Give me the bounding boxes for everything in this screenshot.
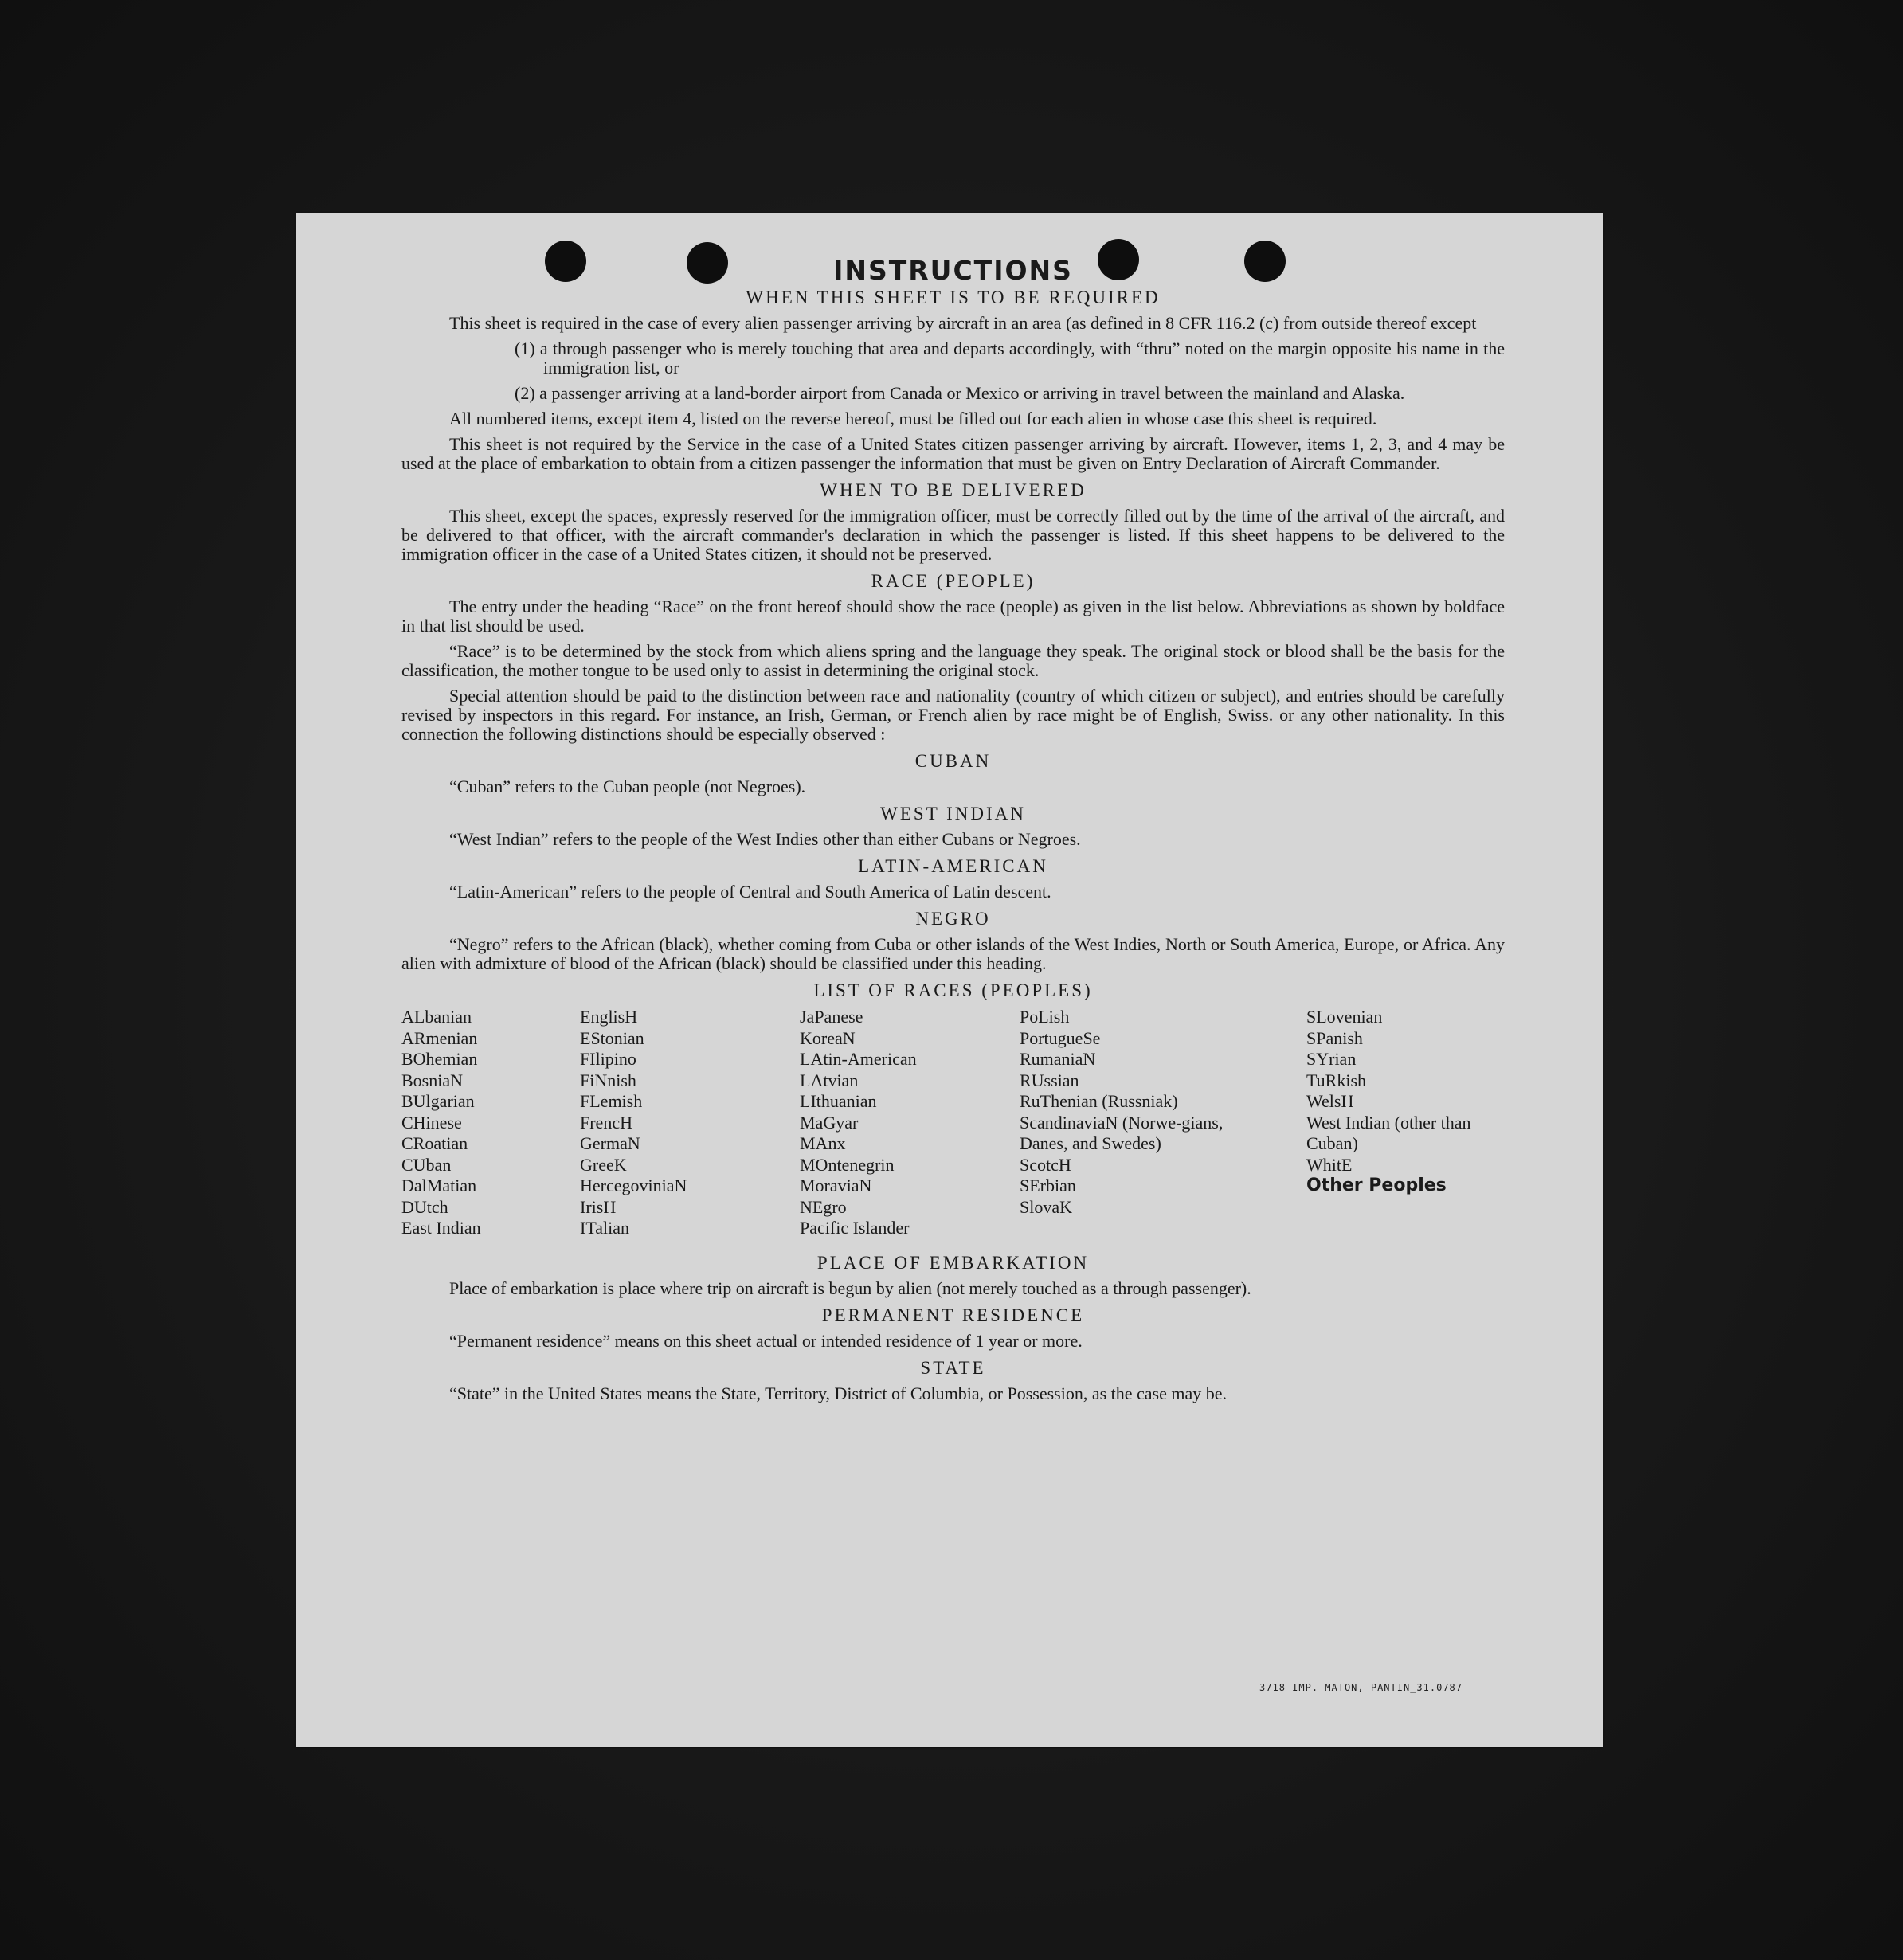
race-list [401,1007,1505,1246]
race-entry: MaGyar [800,1112,859,1133]
race-entry: GreeK [580,1154,627,1175]
race-column [1020,1007,1259,1218]
race-entry: MoraviaN [800,1176,872,1195]
heading-permanent-residence: PERMANENT RESIDENCE [821,1305,1085,1325]
race-entry: TuRkish [1306,1070,1367,1090]
definition: “Latin-American” refers to the people of Central and South America of Latin descent. [449,882,1051,902]
race-entry: BOhemian [401,1049,478,1069]
heading-when-required: WHEN THIS SHEET IS TO BE REQUIRED [746,288,1161,307]
instruction-sheet [296,213,1603,1747]
race-entry: RumaniaN [1020,1049,1096,1069]
race-entry: West Indian (other than Cuban) [1306,1112,1471,1153]
paragraph: This sheet is not required by the Service in the case of a United States citizen passenger arriving by aircraft. However, items 1, 2, 3, and 4 may be used at the place of embarkation to obtain from a citizen passenger the information that must be given on Entry Declaration of Aircraft Commander. [401,434,1505,473]
paragraph: All numbered items, except item 4, listed on the reverse hereof, must be filled out for each alien in whose case this sheet is required. [449,409,1377,428]
heading-west-indian: WEST INDIAN [880,804,1026,824]
race-entry: GermaN [580,1133,640,1153]
race-column [1306,1007,1506,1197]
race-entry: ScandinaviaN (Norwe-gians, Danes, and Swedes) [1020,1112,1224,1153]
race-entry: MAnx [800,1133,846,1153]
paragraph: This sheet is required in the case of every alien passenger arriving by aircraft in an area (as defined in 8 CFR 116.2 (c) from outside thereof except [449,313,1477,333]
race-entry: East Indian [401,1218,481,1238]
race-entry: FrencH [580,1112,632,1133]
race-entry: BUlgarian [401,1091,475,1111]
heading-state: STATE [920,1358,986,1378]
race-entry: SYrian [1306,1049,1357,1069]
heading-race: RACE (PEOPLE) [871,571,1036,591]
race-entry: ALbanian [401,1007,472,1027]
race-entry: FLemish [580,1091,643,1111]
race-entry: EStonian [580,1027,644,1048]
race-entry: LAtin-American [800,1049,917,1069]
race-entry: DalMatian [401,1176,477,1195]
race-entry: LIthuanian [800,1091,877,1111]
race-entry: Other Peoples [1306,1176,1447,1195]
race-entry: SPanish [1306,1027,1363,1048]
race-entry: CRoatian [401,1133,468,1153]
heading-embarkation: PLACE OF EMBARKATION [816,1253,1090,1273]
race-column [580,1007,771,1239]
heading-latin-american: LATIN-AMERICAN [858,856,1048,876]
definition: “Permanent residence” means on this sheet actual or intended residence of 1 year or more. [449,1331,1083,1351]
race-entry: MOntenegrin [800,1154,895,1175]
race-entry: RuThenian (Russniak) [1020,1091,1178,1111]
printer-imprint: 3718 IMP. MATON, PANTIN_31.0787 [1259,1682,1462,1693]
heading-when-delivered: WHEN TO BE DELIVERED [820,480,1087,500]
race-entry: LAtvian [800,1070,859,1090]
document-body [401,255,1505,1408]
paragraph: “Race” is to be determined by the stock from which aliens spring and the language they speak. The original stock or blood shall be the basis for the classification, the mother tongue to be used only to assist in determining the original stock. [401,641,1505,680]
race-entry: ITalian [580,1218,629,1238]
definition: “Negro” refers to the African (black), whether coming from Cuba or other islands of the West Indies, North or South America, Europe, or Africa. Any alien with admixture of blood of the African (black) should be classified under this heading. [401,934,1505,973]
race-column [800,1007,1007,1239]
race-entry: FiNnish [580,1070,636,1090]
race-entry: JaPanese [800,1007,863,1027]
race-entry: CUban [401,1154,452,1175]
definition: “Cuban” refers to the Cuban people (not Negroes). [449,777,806,796]
exception-item: (2) a passenger arriving at a land-border airport from Canada or Mexico or arriving in travel between the mainland and Alaska. [515,383,1405,403]
document-title: INSTRUCTIONS [833,255,1073,286]
definition: “West Indian” refers to the people of the West Indies other than either Cubans or Negroes. [449,829,1081,849]
race-entry: WhitE [1306,1154,1353,1175]
race-entry: HercegoviniaN [580,1176,687,1195]
race-column [401,1007,561,1239]
exception-item: (1) a through passenger who is merely touching that area and departs accordingly, with “thru” noted on the margin opposite his name in the immigration list, or [515,338,1505,378]
heading-cuban: CUBAN [914,751,992,771]
paragraph: The entry under the heading “Race” on the front hereof should show the race (people) as given in the list below. Abbreviations as shown by boldface in that list should be used. [401,597,1505,636]
race-entry: BosniaN [401,1070,463,1090]
race-entry: ScotcH [1020,1154,1071,1175]
race-entry: NEgro [800,1196,847,1217]
race-entry: IrisH [580,1196,617,1217]
definition: “State” in the United States means the State, Territory, District of Columbia, or Possession, as the case may be. [449,1383,1228,1403]
paragraph: This sheet, except the spaces, expressly reserved for the immigration officer, must be correctly filled out by the time of the arrival of the aircraft, and be delivered to that officer, with the aircraft commander's declaration in which the passenger is listed. If this sheet happens to be delivered to the immigration officer in the case of a United States citizen, it should not be preserved. [401,506,1505,564]
paragraph: Special attention should be paid to the distinction between race and nationality (country of which citizen or subject), and entries should be carefully revised by inspectors in this regard. For instance, an Irish, German, or French alien by race might be of English, Swiss. or any other nationality. In this connection the following distinctions should be especially observed : [401,686,1505,744]
race-entry: Pacific Islander [800,1218,910,1238]
race-entry: KoreaN [800,1027,856,1048]
race-entry: WelsH [1306,1091,1354,1111]
race-entry: PortugueSe [1020,1027,1101,1048]
heading-list-of-races: LIST OF RACES (PEOPLES) [813,980,1093,1000]
race-entry: DUtch [401,1196,448,1217]
paragraph: Place of embarkation is place where trip on aircraft is begun by alien (not merely touched as a through passenger). [449,1278,1251,1298]
race-entry: SlovaK [1020,1196,1072,1217]
heading-negro: NEGRO [915,909,991,929]
race-entry: EnglisH [580,1007,638,1027]
race-entry: ARmenian [401,1027,478,1048]
race-entry: PoLish [1020,1007,1070,1027]
race-entry: RUssian [1020,1070,1079,1090]
race-entry: CHinese [401,1112,462,1133]
race-entry: SErbian [1020,1176,1076,1195]
race-entry: SLovenian [1306,1007,1383,1027]
race-entry: FIlipino [580,1049,636,1069]
